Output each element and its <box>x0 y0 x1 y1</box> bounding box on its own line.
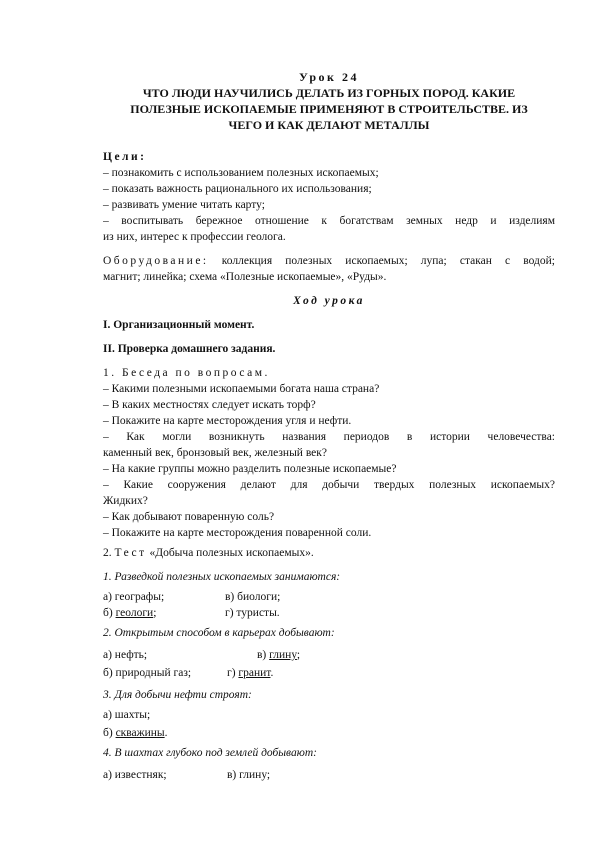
answer-option-correct: б) скважины. <box>103 727 168 739</box>
conversation-question: – Покажите на карте месторождения угля и нефти. <box>103 415 352 427</box>
correct-answer: гранит <box>238 667 271 679</box>
test-label: Тест <box>114 547 147 559</box>
goal-item-continuation: из них, интерес к профессии геолога. <box>103 231 286 243</box>
test-title: «Добыча полезных ископаемых». <box>146 547 314 559</box>
course-heading: Ход урока <box>293 295 365 307</box>
lesson-number: Урок 24 <box>299 70 359 84</box>
equipment-text: коллекция полезных ископаемых; лупа; стакан с водой; <box>208 255 555 267</box>
conversation-question: – Покажите на карте месторождения поваренной соли. <box>103 527 372 539</box>
answer-option-correct: в) глину; <box>257 649 301 661</box>
conversation-question: – На какие группы можно разделить полезные ископаемые? <box>103 463 397 475</box>
conversation-question-continuation: каменный век, бронзовый век, железный век? <box>103 447 327 459</box>
conversation-question: – В каких местностях следует искать торф? <box>103 399 316 411</box>
conversation-question: – Как добывают поваренную соль? <box>103 511 275 523</box>
goal-item: – показать важность рационального их использования; <box>103 183 372 195</box>
equipment-line-2: магнит; линейка; схема «Полезные ископаемые», «Руды». <box>103 271 387 283</box>
goal-item: – воспитывать бережное отношение к богатствам земных недр и изделиям <box>103 215 555 227</box>
lesson-title-line-3: ЧЕГО И КАК ДЕЛАЮТ МЕТАЛЛЫ <box>228 118 430 132</box>
test-question-1: 1. Разведкой полезных ископаемых занимаются: <box>103 571 341 583</box>
answer-option-correct: б) геологи; <box>103 607 157 619</box>
conversation-question: – Какие сооружения делают для добычи твердых полезных ископаемых? <box>103 479 555 491</box>
conversation-label: 1. Беседа по вопросам. <box>103 367 270 379</box>
lesson-title-line-2: ПОЛЕЗНЫЕ ИСКОПАЕМЫЕ ПРИМЕНЯЮТ В СТРОИТЕЛЬСТВЕ. ИЗ <box>130 102 528 116</box>
conversation-question-continuation: Жидких? <box>103 495 148 507</box>
answer-option: б) природный газ; <box>103 667 192 679</box>
answer-option: а) географы; <box>103 591 165 603</box>
section-homework-check: II. Проверка домашнего задания. <box>103 343 276 355</box>
test-heading: 2. Тест «Добыча полезных ископаемых». <box>103 547 314 559</box>
correct-answer: глину <box>269 649 297 661</box>
goals-heading: Цели: <box>103 151 147 163</box>
conversation-question: – Какими полезными ископаемыми богата наша страна? <box>103 383 380 395</box>
answer-option: а) известняк; <box>103 769 167 781</box>
test-question-4: 4. В шахтах глубоко под землей добывают: <box>103 747 317 759</box>
test-question-3: 3. Для добычи нефти строят: <box>103 689 252 701</box>
correct-answer: скважины <box>115 727 165 739</box>
answer-option: а) нефть; <box>103 649 148 661</box>
section-organizational: I. Организационный момент. <box>103 319 255 331</box>
test-question-2: 2. Открытым способом в карьерах добывают: <box>103 627 335 639</box>
equipment-line-1 <box>103 254 555 268</box>
goal-item: – развивать умение читать карту; <box>103 199 265 211</box>
equipment-label: Оборудование: <box>103 255 209 267</box>
lesson-title-line-1: ЧТО ЛЮДИ НАУЧИЛИСЬ ДЕЛАТЬ ИЗ ГОРНЫХ ПОРОД. КАКИЕ <box>142 86 516 100</box>
answer-option: а) шахты; <box>103 709 151 721</box>
answer-option: г) туристы. <box>225 607 280 619</box>
correct-answer: геологи <box>115 607 154 619</box>
goal-item: – познакомить с использованием полезных ископаемых; <box>103 167 379 179</box>
conversation-question: – Как могли возникнуть названия периодов в истории человечества: <box>103 431 555 443</box>
answer-option: в) глину; <box>227 769 271 781</box>
answer-option: в) биологи; <box>225 591 281 603</box>
answer-option-correct: г) гранит. <box>227 667 274 679</box>
